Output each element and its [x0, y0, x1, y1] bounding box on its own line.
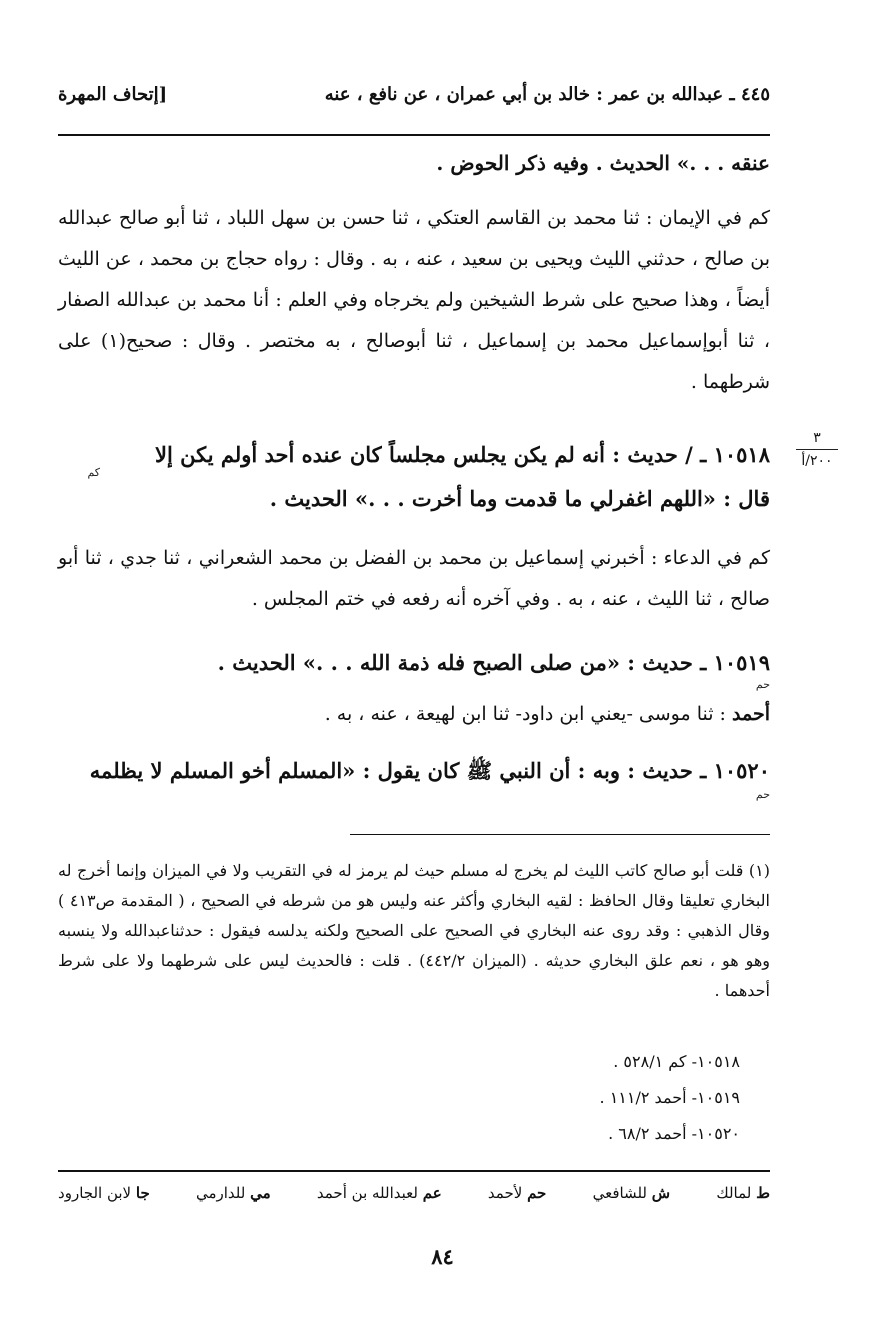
margin-note-bottom: ٢٠٠/أ — [801, 453, 833, 469]
continued-line: عنقه . . .» الحديث . وفيه ذكر الحوض . — [436, 151, 770, 175]
paragraph-3-label: أحمد — [732, 703, 770, 725]
source-tag-1: كم — [87, 466, 100, 479]
legend-item: حم لأحمد — [487, 1184, 547, 1202]
header-book-title: [إتحاف المهرة — [58, 84, 168, 105]
reference-list — [340, 1044, 740, 1152]
margin-note — [792, 430, 842, 469]
hadith-10518-line2: قال : «اللهم اغفرلي ما قدمت وما أخرت . . .» الحديث . — [269, 486, 770, 511]
source-tag-2: حم — [755, 678, 770, 691]
legend-item: عم لعبدالله بن أحمد — [316, 1184, 442, 1202]
hadith-10518-line1: ١٠٥١٨ ـ / حديث : أنه لم يكن يجلس مجلساً كان عنده أحد أولم يكن إلا — [154, 442, 770, 467]
legend-item: ط لمالك — [716, 1184, 770, 1202]
source-tag-3: حم — [755, 788, 770, 801]
reference-item: ١٠٥١٨- كم ٥٢٨/١ . — [613, 1052, 740, 1071]
paragraph-2: كم في الدعاء : أخبرني إسماعيل بن محمد بن الفضل بن محمد الشعراني ، ثنا جدي ، ثنا أبو صالح ، ثنا الليث ، عنه ، به . وفي آخره أنه رفعه في ختم المجلس . — [58, 547, 770, 610]
paragraph-1: كم في الإيمان : ثنا محمد بن القاسم العتكي ، ثنا حسن بن سهل اللباد ، ثنا أبو صالح عبدالله بن صالح ، حدثني الليث ويحيى بن سعيد ، عنه ، به . وقال : رواه حجاج بن محمد ، عن الليث أيضاً ، وهذا صحيح على شرط الشيخين ولم يخرجاه وفي العلم : أنا محمد بن عبدالله الصفار ، ثنا أبوإسماعيل محمد بن إسماعيل ، ثنا أبوصالح ، به مختصر . وقال : صحيح(١) على شرطهما . — [58, 207, 770, 393]
header-title: ٤٤٥ ـ عبدالله بن عمر : خالد بن أبي عمران ، عن نافع ، عنه — [324, 84, 770, 105]
hadith-10520: ١٠٥٢٠ ـ حديث : وبه : أن النبي ﷺ كان يقول : «المسلم أخو المسلم لا يظلمه — [89, 758, 770, 783]
legend-item: ش للشافعي — [592, 1184, 671, 1202]
page-number: ٨٤ — [431, 1244, 454, 1269]
main-text — [58, 0, 770, 830]
hadith-10519: ١٠٥١٩ ـ حديث : «من صلى الصبح فله ذمة الله . . .» الحديث . — [217, 650, 770, 675]
reference-item: ١٠٥١٩- أحمد ١١١/٢ . — [599, 1088, 740, 1107]
legend-rule — [58, 1170, 770, 1172]
abbreviation-legend — [58, 1184, 770, 1214]
legend-item: جا لابن الجارود — [58, 1184, 150, 1202]
margin-note-top: ٣ — [813, 430, 821, 446]
legend-item: مي للدارمي — [195, 1184, 271, 1202]
paragraph-3-text: : ثنا موسى -يعني ابن داود- ثنا ابن لهيعة ، عنه ، به . — [324, 703, 726, 725]
margin-note-divider — [796, 449, 838, 450]
reference-item: ١٠٥٢٠- أحمد ٦٨/٢ . — [608, 1124, 740, 1143]
paragraph-3 — [58, 694, 770, 735]
footnote-rule — [350, 834, 770, 835]
footnote-text: (١) قلت أبو صالح كاتب الليث لم يخرج له مسلم حيث لم يرمز له في التقريب ولا في الميزان وإنما أخرج له البخاري تعليقا وقال الحافظ : لقيه البخاري وأكثر عنه وليس هو من شرطه في الصحيح ، ( المقدمة ص٤١٣ ) وقال الذهبي : وقد روى عنه البخاري في الصحيح على الصحيح ولكنه يدلسه فيقول : حدثناعبدالله ولا ينسبه وهو هو ، نعم علق البخاري حديثه . (الميزان ٤٤٢/٢) . قلت : فالحديث ليس على شرطهما ولا على شرط أحدهما . — [58, 861, 771, 1000]
